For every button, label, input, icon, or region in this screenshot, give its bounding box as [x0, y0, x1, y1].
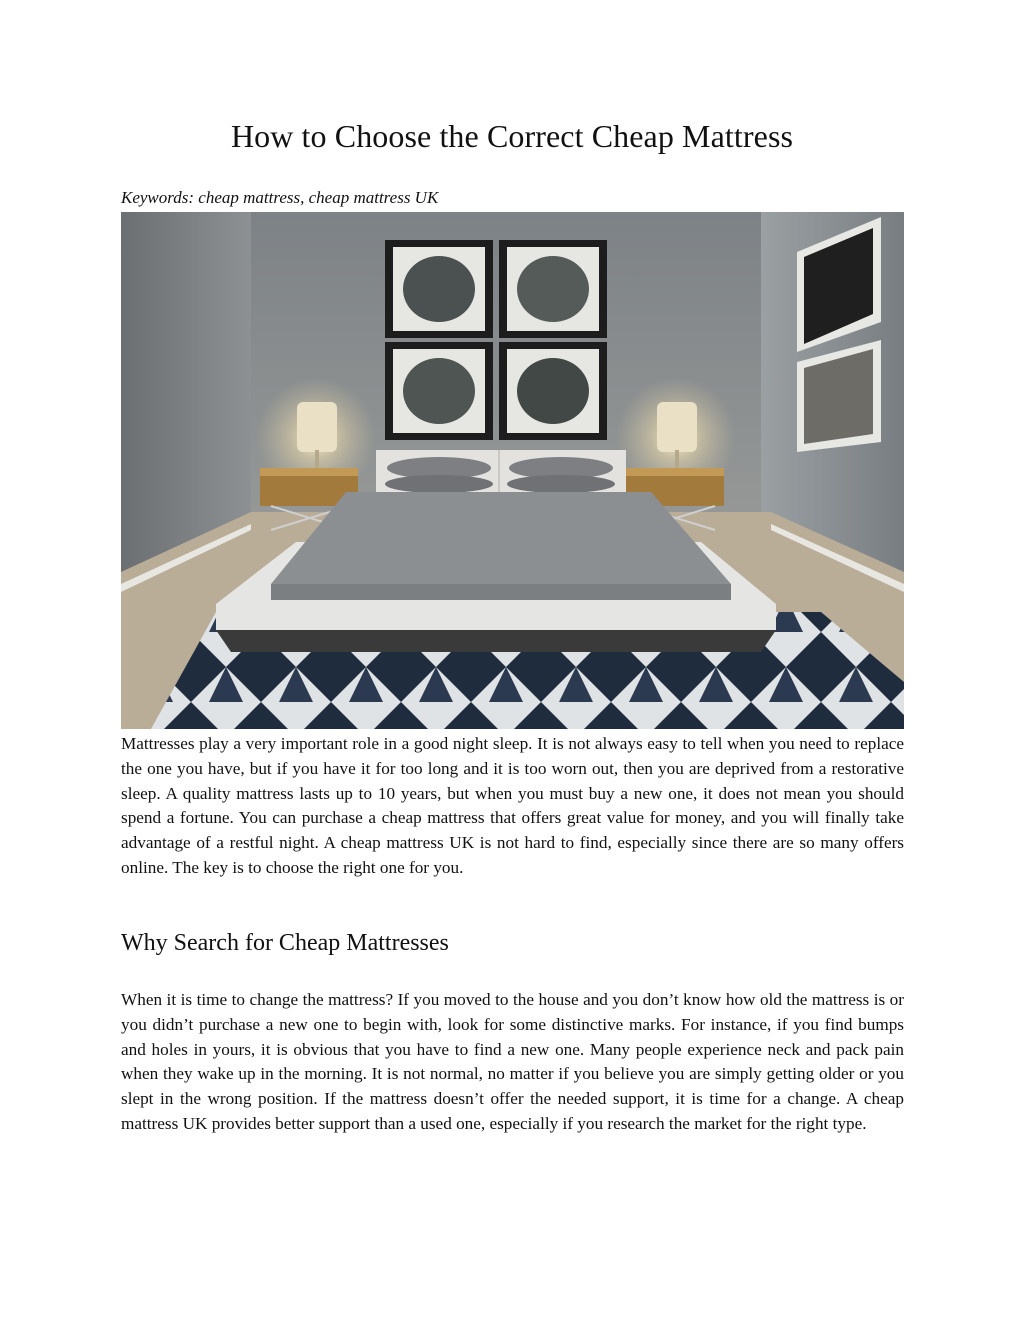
- page-title: How to Choose the Correct Cheap Mattress: [230, 118, 794, 154]
- bedroom-photo: [121, 212, 904, 729]
- section-paragraph: When it is time to change the mattress? If you moved to the house and you don’t know how old the mattress is or you didn’t purchase a new one to begin with, look for some distinctive marks. For instance, if you find bumps and holes in yours, it is obvious that you have to find a new one. Many people experience neck and pack pain when they wake up in the morning. It is not normal, no matter if you believe you are simply getting older or you slept in the wrong position. If the mattress doesn’t offer the needed support, it is time for a change. A cheap mattress UK provides better support than a used one, especially if you research the market for the right type.: [121, 990, 904, 1133]
- keywords-line: Keywords: cheap mattress, cheap mattress UK: [121, 188, 439, 207]
- intro-paragraph: Mattresses play a very important role in a good night sleep. It is not always easy to tell when you need to replace the one you have, but if you have it for too long and it is too worn out, then you are deprived from a restorative sleep. A quality mattress lasts up to 10 years, but when you must buy a new one, it does not mean you should spend a fortune. You can purchase a cheap mattress that offers great value for money, and you will finally take advantage of a restful night. A cheap mattress UK is not hard to find, especially since there are so many offers online. The key is to choose the right one for you.: [121, 734, 904, 877]
- section-heading: Why Search for Cheap Mattresses: [121, 930, 449, 956]
